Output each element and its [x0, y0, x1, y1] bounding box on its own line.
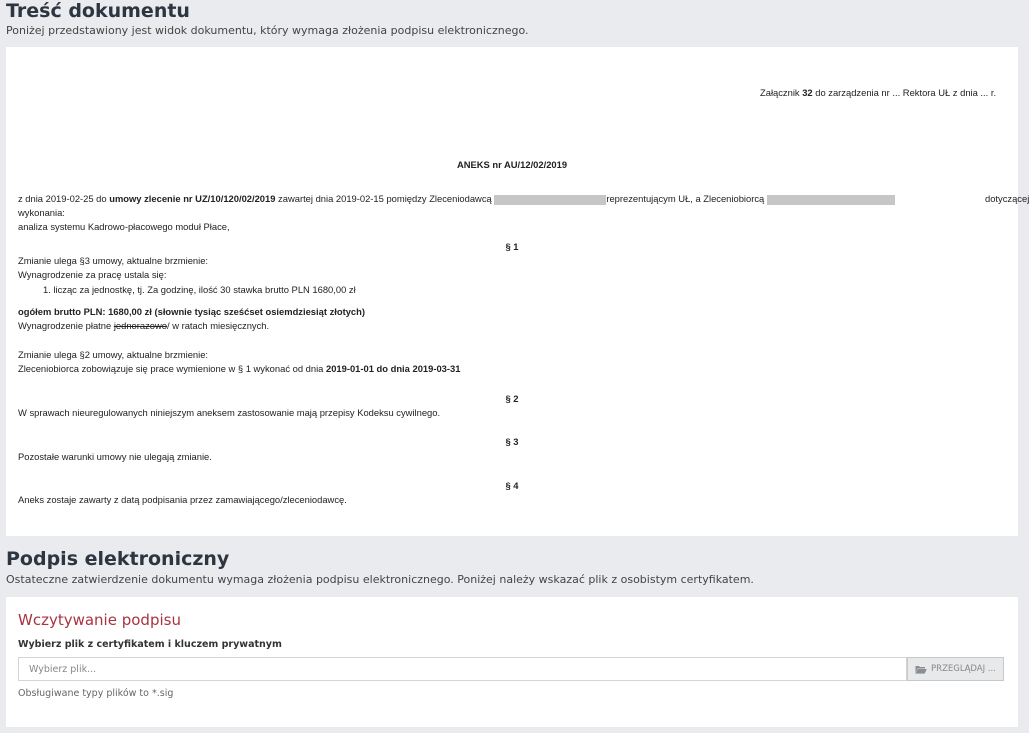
- signature-upload-panel: [6, 597, 1018, 727]
- annex-intro-line1: z dnia 2019-02-25 do umowy zlecenie nr UZ/10/120/02/2019 zawartej dnia 2019-02-15 pomiędzy Zleceniodawcą reprezentującym UŁ, a Zleceniobiorcą: [18, 193, 895, 205]
- browse-button-label: PRZEGLĄDAJ ...: [931, 664, 996, 674]
- paragraph-2-mark: § 2: [505, 393, 519, 404]
- certificate-file-label: Wybierz plik z certyfikatem i kluczem prywatnym: [18, 639, 282, 650]
- browse-button[interactable]: [907, 657, 1004, 681]
- folder-open-icon: [915, 665, 927, 674]
- s1b-line1: Zmianie ulega §2 umowy, aktualne brzmienie:: [18, 349, 209, 360]
- certificate-file-input[interactable]: [18, 657, 907, 681]
- paragraph-1-mark: § 1: [505, 241, 519, 252]
- annex-heading: ANEKS nr AU/12/02/2019: [456, 159, 568, 170]
- signature-section-title: Podpis elektroniczny: [6, 548, 230, 570]
- s1b-line2: Zleceniobiorca zobowiązuje się prace wymienione w § 1 wykonać od dnia 2019-01-01 do dnia 2019-03-31: [18, 363, 461, 374]
- redacted-client-name: [494, 195, 606, 205]
- signature-panel-heading: Wczytywanie podpisu: [18, 611, 181, 629]
- attachment-note: Załącznik 32 do zarządzenia nr ... Rektora UŁ z dnia ... r.: [760, 87, 997, 98]
- s1-payment: Wynagrodzenie płatne jednorazowo/ w ratach miesięcznych.: [18, 320, 270, 331]
- annex-intro-line2: wykonania:: [18, 207, 65, 218]
- s3-text: Pozostałe warunki umowy nie ulegają zmianie.: [18, 451, 212, 462]
- annex-intro-line3: analiza systemu Kadrowo-płacowego moduł Płace,: [18, 221, 230, 232]
- s4-text: Aneks zostaje zawarty z datą podpisania przez zamawiającego/zleceniodawcę.: [18, 494, 347, 505]
- annex-intro-line1-end: dotyczącej: [985, 193, 1029, 204]
- document-section-title: Treść dokumentu: [6, 0, 190, 22]
- signature-section-subtitle: Ostateczne zatwierdzenie dokumentu wymaga złożenia podpisu elektronicznego. Poniżej należy wskazać plik z osobistym certyfikatem.: [6, 573, 754, 586]
- s1-total: ogółem brutto PLN: 1680,00 zł (słownie tysiąc sześćset osiemdziesiąt złotych): [18, 306, 365, 317]
- document-preview-panel: [6, 47, 1029, 536]
- s1-line2: Wynagrodzenie za pracę ustala się:: [18, 269, 167, 280]
- supported-file-types-hint: Obsługiwane typy plików to *.sig: [18, 688, 174, 699]
- redacted-contractor-name: [767, 195, 895, 205]
- paragraph-3-mark: § 3: [505, 436, 519, 447]
- document-section-subtitle: Poniżej przedstawiony jest widok dokumentu, który wymaga złożenia podpisu elektronicznego.: [6, 24, 529, 37]
- s1-list-item-1: 1. licząc za jednostkę, tj. Za godzinę, ilość 30 stawka brutto PLN 1680,00 zł: [43, 284, 356, 295]
- s2-text: W sprawach nieuregulowanych niniejszym aneksem zastosowanie mają przepisy Kodeksu cywilnego.: [18, 407, 441, 418]
- paragraph-4-mark: § 4: [505, 480, 519, 491]
- s1-line1: Zmianie ulega §3 umowy, aktualne brzmienie:: [18, 255, 209, 266]
